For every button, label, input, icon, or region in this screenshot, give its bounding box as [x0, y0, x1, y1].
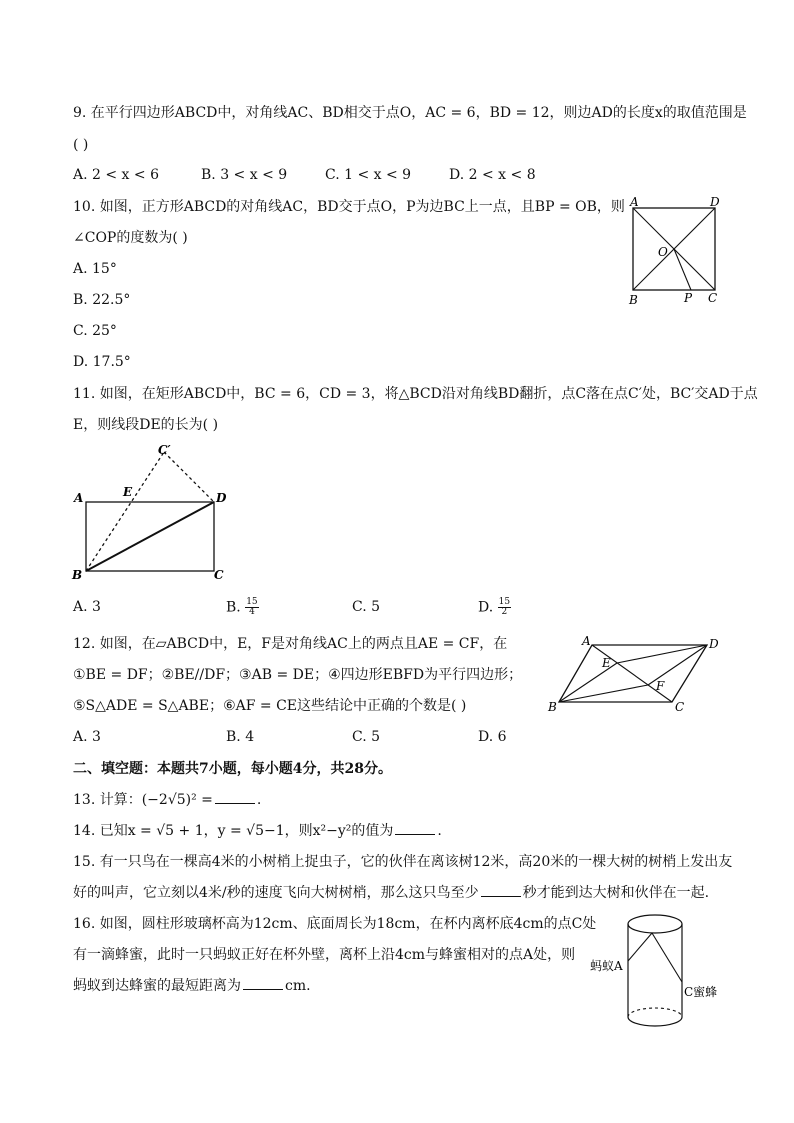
- q11-label-e: E: [123, 485, 133, 499]
- q14-stem: [73, 822, 442, 840]
- q16-path-a-to-rim: [628, 933, 652, 961]
- q16-label-ant: 蚂蚁A: [590, 959, 623, 973]
- q12-stem-line3: ⑤S△ADE = S△ABE；⑥AF = CE这些结论中正确的个数是( ): [73, 698, 467, 714]
- q12-label-c: C: [675, 700, 685, 714]
- q16-stem-line1: 16. 如图，圆柱形玻璃杯高为12cm、底面周长为18cm，在杯内离杯底4cm的点C处: [73, 916, 597, 932]
- q11-label-c: C: [214, 568, 224, 582]
- q13-stem: [73, 791, 261, 809]
- q10-label-b: B: [629, 293, 638, 307]
- q12-option-a[interactable]: A. 3: [73, 729, 101, 745]
- q9-option-c[interactable]: C. 1 < x < 9: [325, 167, 412, 183]
- q11-rectangle-figure: [68, 440, 238, 586]
- q9-stem-line2: ( ): [73, 137, 89, 153]
- q12-parallelogram: [559, 645, 707, 702]
- q11-option-b-fraction: [245, 598, 258, 617]
- q11-stem-line1: 11. 如图，在矩形ABCD中，BC = 6，CD = 3，将△BCD沿对角线BD翻折，点C落在点C′处，BC′交AD于点: [73, 386, 758, 402]
- q10-square-figure: [620, 192, 730, 308]
- q11-label-b: B: [72, 568, 83, 582]
- q11-option-c[interactable]: C. 5: [352, 599, 381, 615]
- section2-title: 二、填空题：本题共7小题，每小题4分，共28分。: [73, 761, 392, 777]
- q11-option-d-numerator: 15: [498, 597, 511, 607]
- q9-stem-line1: 9. 在平行四边形ABCD中，对角线AC、BD相交于点O，AC = 6，BD = 12，则边AD的长度x的取值范围是: [73, 105, 747, 121]
- q11-label-d: D: [216, 491, 227, 505]
- q14-answer-blank[interactable]: [395, 822, 435, 835]
- q11-diagonal-bd: [86, 502, 214, 571]
- q15-stem-line1: 15. 有一只鸟在一棵高4米的小树梢上捉虫子，它的伙伴在离该树12米，高20米的一棵大树的树梢上发出友: [73, 854, 733, 870]
- q14-suffix: .: [437, 823, 442, 839]
- q9-option-d[interactable]: D. 2 < x < 8: [449, 167, 536, 183]
- q12-option-b[interactable]: B. 4: [226, 729, 255, 745]
- q11-stem-line2: E，则线段DE的长为( ): [73, 417, 219, 433]
- q15-line2-suffix: 秒才能到达大树和伙伴在一起.: [522, 885, 710, 901]
- q16-cylinder-top: [628, 915, 682, 933]
- q10-option-c[interactable]: C. 25°: [73, 323, 117, 339]
- q12-stem-line1: 12. 如图，在▱ABCD中，E，F是对角线AC上的两点且AE = CF，在: [73, 636, 508, 652]
- q10-label-c: C: [708, 291, 718, 305]
- q10-stem-line2: ∠COP的度数为( ): [73, 230, 188, 246]
- q11-option-d-label: D.: [478, 599, 494, 616]
- q11-option-b-numerator: 15: [246, 597, 258, 607]
- q14-prefix: 14. 已知x = √5 + 1，y = √5−1，则x²−y²的值为: [73, 823, 394, 839]
- q12-option-d[interactable]: D. 6: [478, 729, 507, 745]
- q16-label-honey: C蜜蜂: [684, 985, 718, 999]
- q16-answer-blank[interactable]: [243, 977, 283, 990]
- q11-label-c-prime: C′: [158, 443, 171, 457]
- q10-label-a: A: [630, 195, 639, 209]
- q12-option-c[interactable]: C. 5: [352, 729, 381, 745]
- q11-option-b[interactable]: [226, 598, 259, 617]
- q11-option-b-denominator: 4: [249, 607, 255, 617]
- q13-prefix: 13. 计算：(−2√5)² =: [73, 792, 213, 808]
- q16-stem-line2: 有一滴蜂蜜，此时一只蚂蚁正好在杯外壁，离杯上沿4cm与蜂蜜相对的点A处，则: [73, 947, 576, 963]
- q11-option-d-fraction: [498, 598, 511, 617]
- q12-label-e: E: [602, 656, 611, 670]
- q15-line2-prefix: 好的叫声，它立刻以4米/秒的速度飞向大树树梢，那么这只鸟至少: [73, 885, 479, 901]
- q10-option-d[interactable]: D. 17.5°: [73, 354, 131, 370]
- q16-cylinder-bottom-front: [628, 1017, 682, 1026]
- q16-cylinder-figure: [582, 908, 732, 1034]
- q11-option-d-denominator: 2: [501, 607, 508, 617]
- q12-stem-line2: ①BE = DF；②BE//DF；③AB = DE；④四边形EBFD为平行四边形；: [73, 667, 523, 683]
- q16-line3-prefix: 蚂蚁到达蜂蜜的最短距离为: [73, 978, 241, 994]
- q15-answer-blank[interactable]: [481, 884, 521, 897]
- q9-option-b[interactable]: B. 3 < x < 9: [201, 167, 288, 183]
- q16-path-rim-to-c: [652, 933, 682, 982]
- q12-label-b: B: [548, 700, 557, 714]
- q12-label-d: D: [709, 637, 719, 651]
- q11-option-b-label: B.: [226, 599, 241, 616]
- q11-label-a: A: [74, 491, 84, 505]
- q11-option-a[interactable]: A. 3: [73, 599, 101, 615]
- q10-option-a[interactable]: A. 15°: [73, 261, 117, 277]
- q12-parallelogram-figure: [542, 632, 724, 716]
- q10-label-o: O: [658, 245, 668, 259]
- q15-stem-line2: [73, 884, 709, 902]
- q13-suffix: .: [256, 792, 262, 808]
- q11-segment-bc1: [86, 452, 164, 571]
- q12-label-f: F: [656, 679, 665, 693]
- q11-segment-c1d: [164, 452, 214, 502]
- q16-stem-line3: [73, 977, 311, 995]
- q10-label-p: P: [684, 291, 693, 305]
- q10-option-b[interactable]: B. 22.5°: [73, 292, 131, 308]
- q12-label-a: A: [582, 634, 591, 648]
- q16-cylinder-bottom-back: [628, 1008, 682, 1017]
- q10-segment-op: [674, 249, 691, 290]
- q9-option-a[interactable]: A. 2 < x < 6: [73, 167, 159, 183]
- q16-line3-suffix: cm.: [285, 978, 311, 994]
- q11-option-d[interactable]: [478, 598, 511, 617]
- q10-label-d: D: [710, 195, 720, 209]
- q13-answer-blank[interactable]: [215, 791, 255, 804]
- q10-stem-line1: 10. 如图，正方形ABCD的对角线AC，BD交于点O，P为边BC上一点，且BP = OB，则: [73, 199, 625, 215]
